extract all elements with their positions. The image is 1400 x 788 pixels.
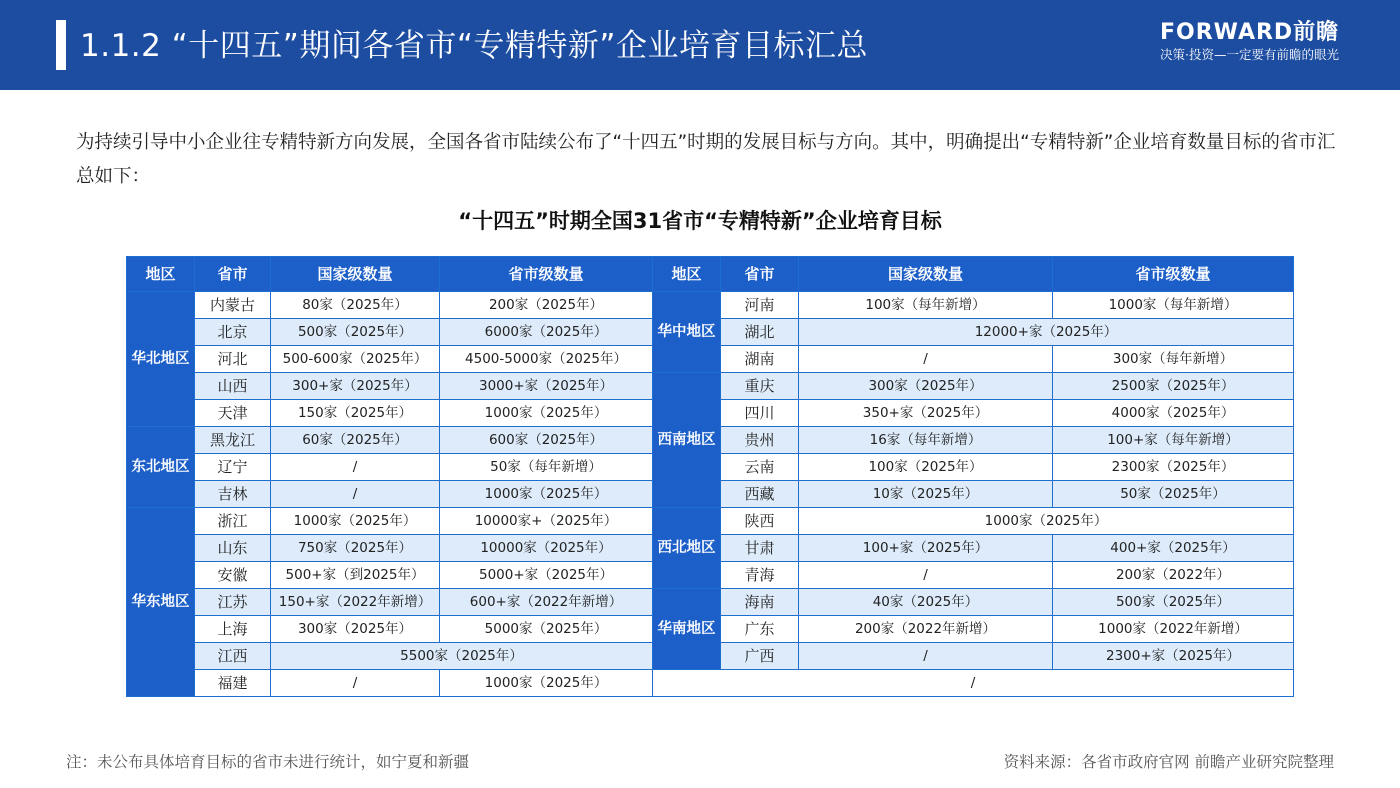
province-cell: 湖南 — [721, 346, 799, 373]
province-cell: 青海 — [721, 562, 799, 589]
logo-wordmark: FORWARD前瞻 — [1160, 20, 1340, 45]
province-cell: 四川 — [721, 400, 799, 427]
national-cell: / — [799, 346, 1053, 373]
region-cell: 西南地区 — [653, 373, 721, 508]
national-cell: / — [271, 481, 440, 508]
provincial-cell: 50家（每年新增） — [440, 454, 653, 481]
provincial-cell: 1000家（2025年） — [440, 481, 653, 508]
header-province: 省市 — [721, 257, 799, 292]
provincial-cell: 10000家+（2025年） — [440, 508, 653, 535]
footnote: 注：未公布具体培育目标的省市未进行统计，如宁夏和新疆 — [66, 753, 470, 771]
province-cell: 浙江 — [195, 508, 271, 535]
provincial-cell: 600+家（2022年新增） — [440, 589, 653, 616]
province-cell: 安徽 — [195, 562, 271, 589]
provincial-cell: 2500家（2025年） — [1053, 373, 1294, 400]
province-cell: 河北 — [195, 346, 271, 373]
national-cell: 60家（2025年） — [271, 427, 440, 454]
table-row — [127, 508, 1294, 535]
national-cell: 500-600家（2025年） — [271, 346, 440, 373]
merged-cell: 1000家（2025年） — [799, 508, 1294, 535]
region-cell: 华北地区 — [127, 292, 195, 427]
provincial-cell: 5000家（2025年） — [440, 616, 653, 643]
region-cell: 东北地区 — [127, 427, 195, 508]
province-cell: 北京 — [195, 319, 271, 346]
header-national-count: 国家级数量 — [271, 257, 440, 292]
logo-slogan: 决策·投资—一定要有前瞻的眼光 — [1160, 47, 1339, 62]
provincial-cell: 300家（每年新增） — [1053, 346, 1294, 373]
merged-cell: 12000+家（2025年） — [799, 319, 1294, 346]
national-cell: 1000家（2025年） — [271, 508, 440, 535]
province-cell: 吉林 — [195, 481, 271, 508]
provincial-cell: 200家（2025年） — [440, 292, 653, 319]
provincial-cell: 400+家（2025年） — [1053, 535, 1294, 562]
provincial-cell: 1000家（2022年新增） — [1053, 616, 1294, 643]
province-cell: 黑龙江 — [195, 427, 271, 454]
national-cell: 500+家（到2025年） — [271, 562, 440, 589]
national-cell: / — [271, 670, 440, 697]
header-region: 地区 — [653, 257, 721, 292]
province-cell: 内蒙古 — [195, 292, 271, 319]
national-cell: 150家（2025年） — [271, 400, 440, 427]
national-cell: / — [799, 643, 1053, 670]
province-cell: 山东 — [195, 535, 271, 562]
provincial-cell: 500家（2025年） — [1053, 589, 1294, 616]
provincial-cell: 3000+家（2025年） — [440, 373, 653, 400]
provincial-cell: 4500-5000家（2025年） — [440, 346, 653, 373]
national-cell: 300家（2025年） — [799, 373, 1053, 400]
province-cell: 上海 — [195, 616, 271, 643]
province-cell: 江西 — [195, 643, 271, 670]
provincial-cell: 200家（2022年） — [1053, 562, 1294, 589]
logo — [1160, 20, 1339, 64]
provincial-cell: 1000家（2025年） — [440, 400, 653, 427]
national-cell: 100家（每年新增） — [799, 292, 1053, 319]
national-cell: 300家（2025年） — [271, 616, 440, 643]
national-cell: 300+家（2025年） — [271, 373, 440, 400]
province-cell: 天津 — [195, 400, 271, 427]
intro-paragraph: 为持续引导中小企业往专精特新方向发展，全国各省市陆续公布了“十四五”时期的发展目标与方向。其中，明确提出“专精特新”企业培育数量目标的省市汇总如下： — [76, 132, 1336, 187]
provincial-cell: 2300家（2025年） — [1053, 454, 1294, 481]
header-national-count: 国家级数量 — [799, 257, 1053, 292]
header-region: 地区 — [127, 257, 195, 292]
national-cell: 40家（2025年） — [799, 589, 1053, 616]
national-cell: 80家（2025年） — [271, 292, 440, 319]
national-cell: / — [799, 562, 1053, 589]
table-row — [127, 589, 1294, 616]
table-header-row — [127, 257, 1294, 292]
national-cell: 750家（2025年） — [271, 535, 440, 562]
province-cell: 海南 — [721, 589, 799, 616]
provincial-cell: 600家（2025年） — [440, 427, 653, 454]
provincial-cell: 50家（2025年） — [1053, 481, 1294, 508]
table-row — [127, 292, 1294, 319]
table-title: “十四五”时期全国31省市“专精特新”企业培育目标 — [458, 209, 942, 233]
header-provincial-count: 省市级数量 — [440, 257, 653, 292]
province-cell: 甘肃 — [721, 535, 799, 562]
targets-table — [126, 256, 1294, 697]
header-banner — [0, 0, 1400, 90]
provincial-cell: 1000家（每年新增） — [1053, 292, 1294, 319]
header-province: 省市 — [195, 257, 271, 292]
source-note: 资料来源：各省市政府官网 前瞻产业研究院整理 — [1003, 753, 1334, 771]
province-cell: 山西 — [195, 373, 271, 400]
provincial-cell: 2300+家（2025年） — [1053, 643, 1294, 670]
header-provincial-count: 省市级数量 — [1053, 257, 1294, 292]
provincial-cell: 6000家（2025年） — [440, 319, 653, 346]
national-cell: / — [271, 454, 440, 481]
national-cell: 16家（每年新增） — [799, 427, 1053, 454]
region-cell: 华东地区 — [127, 508, 195, 697]
province-cell: 陕西 — [721, 508, 799, 535]
province-cell: 广东 — [721, 616, 799, 643]
national-cell: 500家（2025年） — [271, 319, 440, 346]
province-cell: 贵州 — [721, 427, 799, 454]
national-cell: 200家（2022年新增） — [799, 616, 1053, 643]
header-accent-bar — [56, 20, 66, 70]
province-cell: 河南 — [721, 292, 799, 319]
province-cell: 云南 — [721, 454, 799, 481]
region-cell: 西北地区 — [653, 508, 721, 589]
provincial-cell: 1000家（2025年） — [440, 670, 653, 697]
national-cell: 10家（2025年） — [799, 481, 1053, 508]
provincial-cell: 5000+家（2025年） — [440, 562, 653, 589]
province-cell: 湖北 — [721, 319, 799, 346]
region-cell: 华南地区 — [653, 589, 721, 670]
province-cell: 福建 — [195, 670, 271, 697]
table-row — [127, 670, 1294, 697]
page-title: 1.1.2 “十四五”期间各省市“专精特新”企业培育目标汇总 — [80, 28, 868, 64]
table-row — [127, 373, 1294, 400]
national-cell: 100+家（2025年） — [799, 535, 1053, 562]
province-cell: 重庆 — [721, 373, 799, 400]
national-cell: 100家（2025年） — [799, 454, 1053, 481]
merged-cell: / — [653, 670, 1294, 697]
national-cell: 150+家（2022年新增） — [271, 589, 440, 616]
provincial-cell: 100+家（每年新增） — [1053, 427, 1294, 454]
national-cell: 350+家（2025年） — [799, 400, 1053, 427]
province-cell: 广西 — [721, 643, 799, 670]
province-cell: 辽宁 — [195, 454, 271, 481]
province-cell: 江苏 — [195, 589, 271, 616]
province-cell: 西藏 — [721, 481, 799, 508]
merged-cell: 5500家（2025年） — [271, 643, 653, 670]
provincial-cell: 4000家（2025年） — [1053, 400, 1294, 427]
provincial-cell: 10000家（2025年） — [440, 535, 653, 562]
region-cell: 华中地区 — [653, 292, 721, 373]
